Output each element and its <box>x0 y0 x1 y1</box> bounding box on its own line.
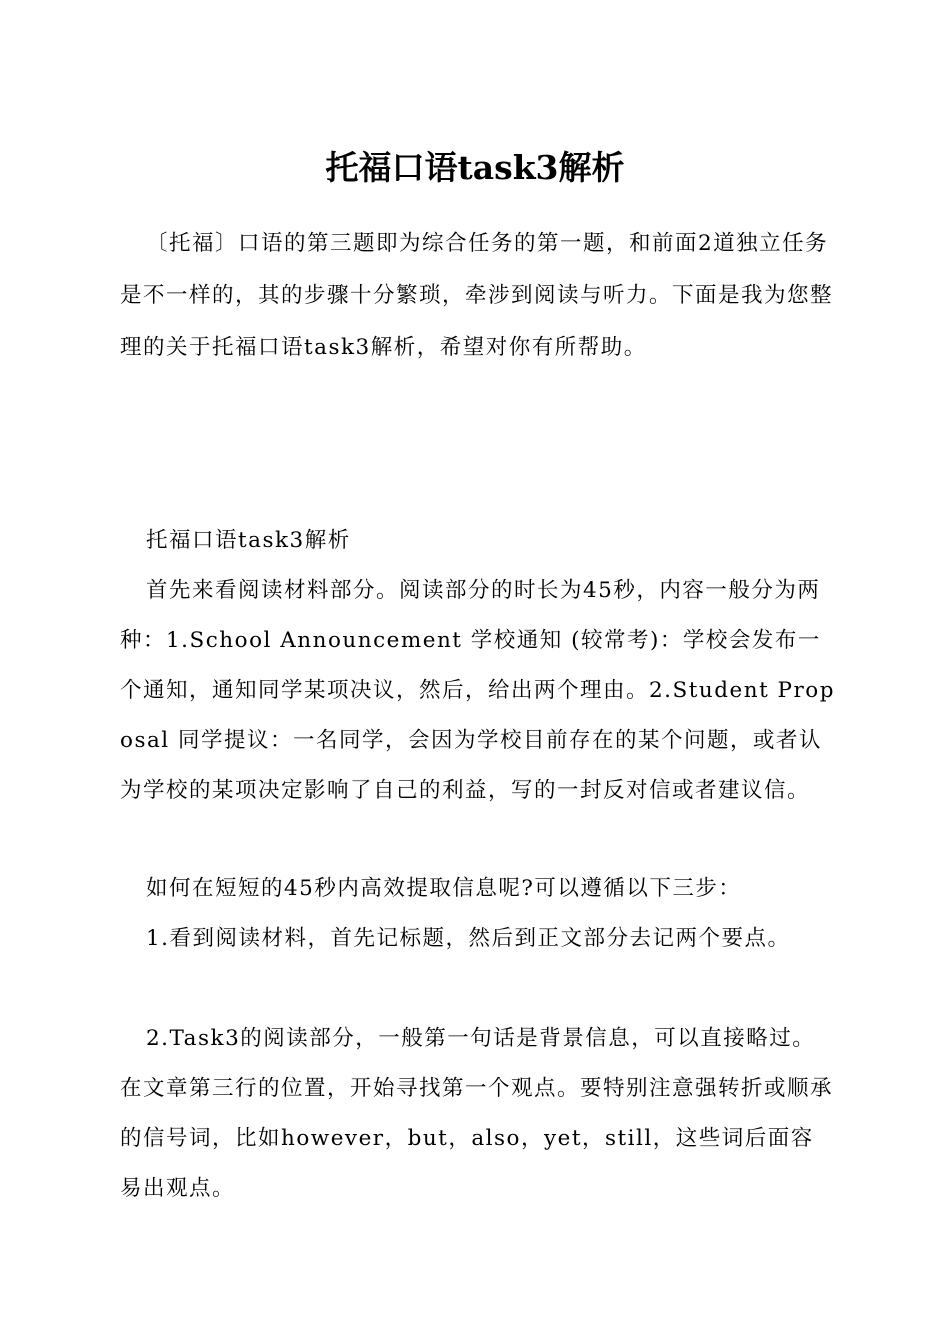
document-title: 托福口语task3解析 <box>325 148 625 187</box>
step-2-paragraph: 2.Task3的阅读部分，一般第一句话是背景信息，可以直接略过。在文章第三行的位置，开始寻找第一个观点。要特别注意强转折或顺承的信号词，比如however，but，also，yet，still，这些词后面容易出观点。 <box>120 1026 834 1201</box>
reading-intro-paragraph: 首先来看阅读材料部分。阅读部分的时长为45秒，内容一般分为两种：1.School Announcement 学校通知 (较常考)：学校会发布一个通知，通知同学某项决议，然后，给出两个理由。2.Student Proposal 同学提议：一名同学，会因为学校目前存在的某个问题，或者认为学校的某项决定影响了自己的利益，写的一封反对信或者建议信。 <box>120 578 835 803</box>
step-1-paragraph: 1.看到阅读材料，首先记标题，然后到正文部分去记两个要点。 <box>146 926 791 951</box>
section-heading: 托福口语task3解析 <box>146 528 351 553</box>
question-paragraph: 如何在短短的45秒内高效提取信息呢?可以遵循以下三步： <box>146 876 742 901</box>
intro-paragraph: 〔托福〕口语的第三题即为综合任务的第一题，和前面2道独立任务是不一样的，其的步骤十分繁琐，牵涉到阅读与听力。下面是我为您整理的关于托福口语task3解析，希望对你有所帮助。 <box>120 231 834 360</box>
